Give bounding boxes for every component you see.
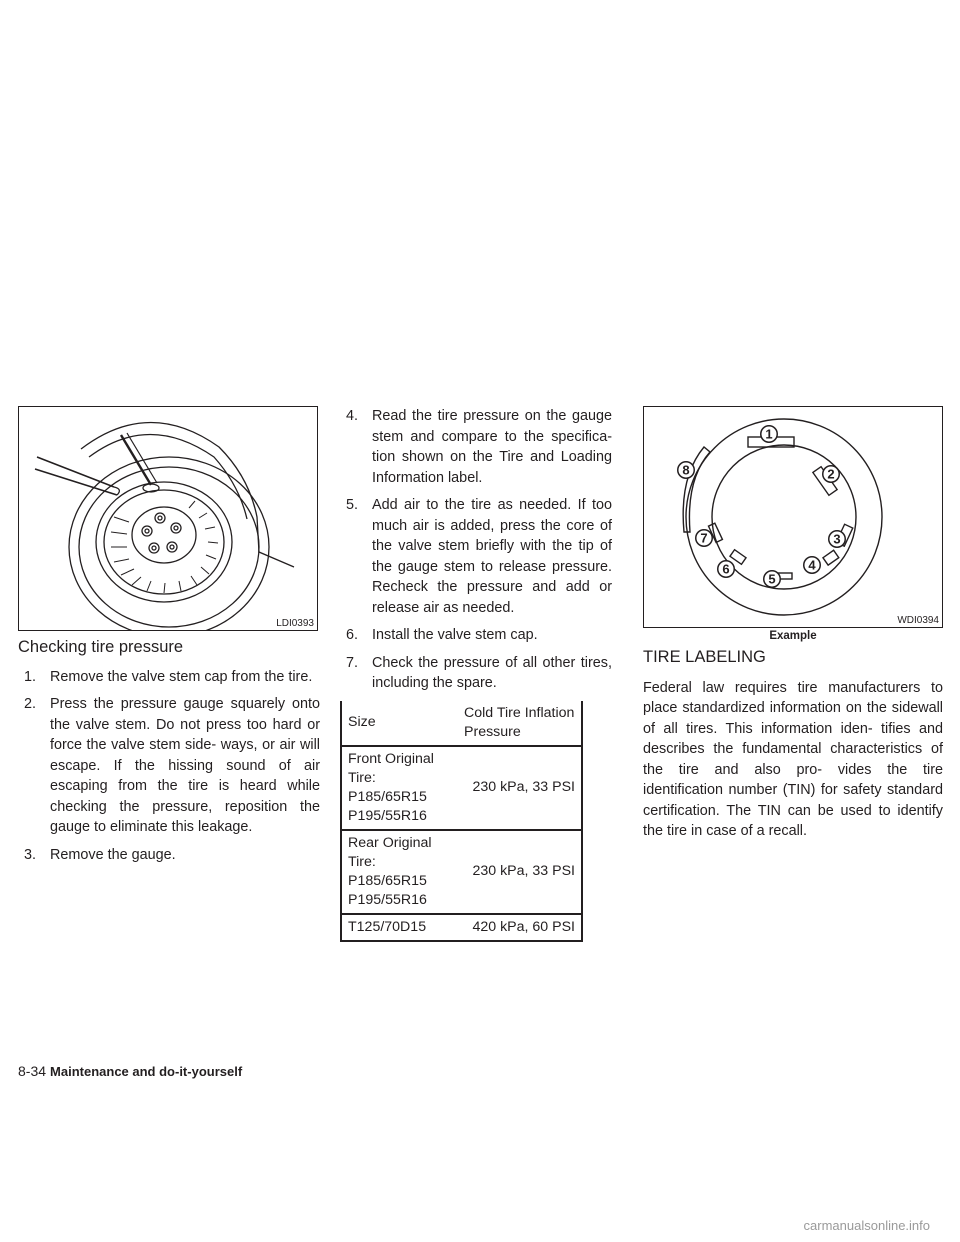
svg-text:4: 4 bbox=[808, 557, 816, 573]
table-header-row bbox=[341, 701, 582, 746]
section-heading: TIRE LABELING bbox=[643, 648, 766, 666]
column-header: Size bbox=[348, 714, 376, 730]
list-item: 4. Read the tire pressure on the gauge stem and compare to the specifica- tion shown on the Tire and Loading Information label. bbox=[346, 408, 612, 486]
list-item: 2. Press the pressure gauge squarely onto the valve stem. Do not press too hard or force the valve stem side- ways, or air will escape. If the hissing sound of air escaping from the tire is heard while checking the pressure, reposition the gauge to eliminate this leakage. bbox=[24, 696, 320, 835]
callout-5 bbox=[763, 570, 781, 588]
svg-text:8: 8 bbox=[682, 462, 690, 478]
svg-text:7: 7 bbox=[700, 530, 708, 546]
size-cell: Front Original Tire: P185/65R15 P195/55R16 bbox=[341, 746, 458, 830]
callout-6 bbox=[717, 560, 735, 578]
column-1 bbox=[18, 637, 320, 872]
svg-text:5: 5 bbox=[768, 571, 776, 587]
section-title: Maintenance and do-it-yourself bbox=[50, 1064, 243, 1079]
table-row bbox=[341, 746, 582, 830]
callout-2 bbox=[822, 465, 840, 483]
list-item: 7. Check the pressure of all other tires, including the spare. bbox=[346, 654, 612, 691]
watermark: carmanualsonline.info bbox=[803, 1218, 930, 1233]
pressure-cell: 230 kPa, 33 PSI bbox=[458, 746, 582, 830]
list-item: 1. Remove the valve stem cap from the tire. bbox=[24, 668, 313, 685]
tire-pressure-table bbox=[340, 701, 583, 942]
callout-1 bbox=[760, 425, 778, 443]
size-cell: Rear Original Tire: P185/65R15 P195/55R16 bbox=[341, 830, 458, 914]
table-row bbox=[341, 914, 582, 941]
tire-gauge-illustration bbox=[18, 406, 318, 631]
tire-labeling-illustration bbox=[643, 406, 943, 628]
callout-8 bbox=[677, 461, 695, 479]
section-heading: Checking tire pressure bbox=[18, 638, 184, 656]
svg-text:2: 2 bbox=[827, 466, 835, 482]
list-item: 5. Add air to the tire as needed. If too much air is added, press the core of the valve stem briefly with the tip of the gauge stem to release pressure. Recheck the pressure and add or release air as needed. bbox=[346, 497, 612, 616]
svg-text:3: 3 bbox=[833, 531, 841, 547]
page-footer bbox=[18, 1063, 242, 1079]
body-paragraph: Federal law requires tire manufacturers to place standardized information on the sidewall of all tires. This information iden- tifies and describes the fundamental characteristics of the tire and also pro- vides the tire identification number (TIN) for safety standard certification. The TIN can be used to identify the tire in case of a recall. bbox=[643, 679, 943, 839]
figure-caption: Example bbox=[769, 630, 817, 642]
callout-4 bbox=[803, 556, 821, 574]
svg-text:1: 1 bbox=[765, 426, 773, 442]
page-number: 8-34 bbox=[18, 1063, 47, 1079]
svg-text:6: 6 bbox=[722, 561, 730, 577]
table-row bbox=[341, 830, 582, 914]
figure-code: WDI0394 bbox=[897, 615, 939, 626]
column-header: Cold Tire Inflation Pressure bbox=[464, 704, 575, 740]
figure-code: LDI0393 bbox=[276, 618, 314, 629]
list-item: 3. Remove the gauge. bbox=[24, 846, 176, 863]
pressure-cell: 230 kPa, 33 PSI bbox=[458, 830, 582, 914]
callout-3 bbox=[828, 530, 846, 548]
pressure-cell: 420 kPa, 60 PSI bbox=[458, 914, 582, 941]
column-2 bbox=[340, 406, 612, 942]
size-cell: T125/70D15 bbox=[341, 914, 458, 941]
callout-7 bbox=[695, 529, 713, 547]
column-3 bbox=[643, 647, 943, 842]
tire-gauge-drawing bbox=[19, 407, 317, 630]
list-item: 6. Install the valve stem cap. bbox=[346, 627, 538, 643]
tire-sidewall-drawing bbox=[644, 407, 942, 627]
